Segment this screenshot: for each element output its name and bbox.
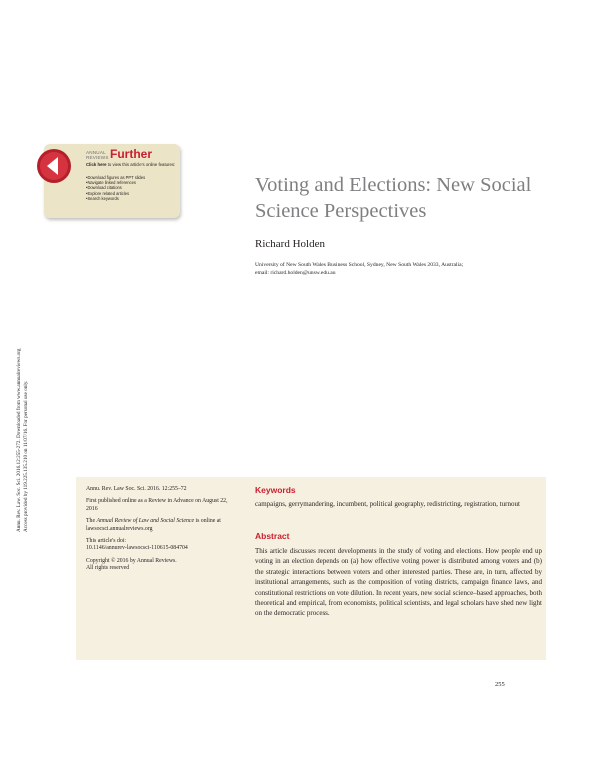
author-affiliation — [255, 261, 545, 277]
page-number: 255 — [495, 681, 505, 688]
further-feature-list — [86, 175, 145, 201]
keywords-heading: Keywords — [255, 485, 296, 495]
further-arrow-icon[interactable] — [36, 148, 72, 184]
further-title: Further — [110, 147, 152, 161]
list-item[interactable]: • Download citations — [86, 185, 145, 190]
list-item[interactable]: • Navigate linked references — [86, 180, 145, 185]
citation: Annu. Rev. Law Soc. Sci. 2016. 12:255–72 — [86, 486, 187, 492]
doi-block: This article's doi: 10.1146/annurev-lawsocsci-110615-084704 — [86, 538, 188, 552]
list-item[interactable]: • Search keywords — [86, 196, 145, 201]
download-watermark — [16, 212, 30, 532]
further-intro: Click here to view this article's online features: — [86, 162, 176, 167]
copyright: Copyright © 2016 by Annual Reviews. All rights reserved — [86, 557, 177, 572]
watermark-line: Annu. Rev. Law. Soc. Sci. 2016.12:255-272. Downloaded from www.annualreviews.org — [16, 348, 22, 532]
first-published: First published online as a Review in Advance on August 22, 2016 — [86, 498, 228, 512]
further-box[interactable] — [44, 144, 180, 218]
keywords-text: campaigns, gerrymandering, incumbent, political geography, redistricting, registration, turnout — [255, 500, 520, 508]
annual-reviews-logo: ANNUAL REVIEWS — [86, 150, 109, 160]
click-here-link[interactable]: Click here — [86, 162, 107, 167]
list-item[interactable]: • Explore related articles — [86, 191, 145, 196]
article-title: Voting and Elections: New Social Science Perspectives — [255, 174, 532, 222]
list-item[interactable]: • Download figures as PPT slides — [86, 175, 145, 180]
doi-link[interactable]: 10.1146/annurev-lawsocsci-110615-084704 — [86, 545, 188, 552]
publication-info — [86, 486, 236, 578]
author-email[interactable]: email: richard.holden@unsw.edu.au — [255, 270, 336, 276]
abstract-text: This article discusses recent developments in the study of voting and elections. How people end up voting in an election depends on (a) how effective voting power is distributed among voters and (b) the strategic interactions between voters and other interested parties. These are, in turn, affected by institutional arrangements, such as the composition of voting districts, campaign finance laws, and constitutional restrictions on vote dilution. In recent years, new social science–based approaches, both theoretical and empirical, from economists, political scientists, and legal scholars have shed new light on the democratic process. — [255, 547, 542, 618]
journal-online: The Annual Review of Law and Social Science is online at lawsocsci.annualreviews.org — [86, 518, 221, 532]
affiliation-text: University of New South Wales Business School, Sydney, New South Wales 2033, Australia; — [255, 262, 464, 268]
author-name: Richard Holden — [255, 238, 325, 250]
watermark-line: Access provided by 119.225.135.210 on 11/07/16. For personal use only. — [23, 380, 29, 532]
abstract-heading: Abstract — [255, 531, 290, 541]
